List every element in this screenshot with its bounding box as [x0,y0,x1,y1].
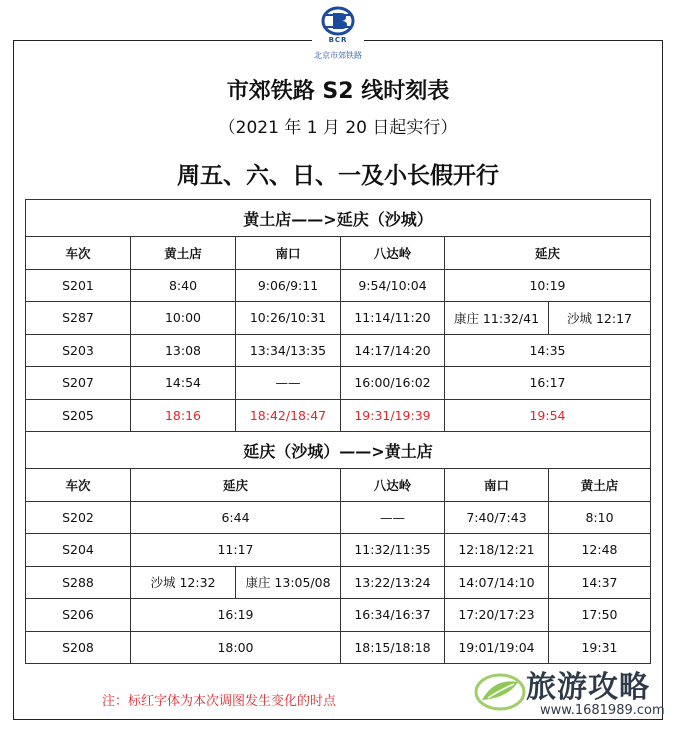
logo-org-name: 北京市郊铁路 [304,50,372,61]
time-cell: 10:26/10:31 [236,302,341,335]
time-cell: 13:34/13:35 [236,334,341,367]
operating-days: 周五、六、日、一及小长假开行 [177,163,499,189]
time-cell-changed: 18:42/18:47 [236,399,341,432]
time-cell: 19:01/19:04 [445,631,549,664]
time-cell: 12:18/12:21 [445,534,549,567]
col-header: 延庆 [131,469,341,502]
time-cell: 沙城 12:17 [549,302,651,335]
travel-leaf-icon [474,668,526,712]
train-number: S206 [26,599,131,632]
watermark-name: 旅游攻略 [526,670,650,705]
col-header: 车次 [26,469,131,502]
watermark [470,660,670,726]
train-number: S205 [26,399,131,432]
col-header: 延庆 [445,237,651,270]
col-header: 八达岭 [341,237,445,270]
time-cell: 康庄 13:05/08 [236,566,341,599]
col-header: 南口 [236,237,341,270]
table-row [26,302,651,335]
col-header: 黄土店 [131,237,236,270]
section-header [26,200,651,237]
time-cell: 14:17/14:20 [341,334,445,367]
time-cell: 7:40/7:43 [445,501,549,534]
page-subtitle: （2021 年 1 月 20 日起实行） [218,118,458,138]
time-cell: 14:54 [131,367,236,400]
time-cell: 9:06/9:11 [236,269,341,302]
time-cell: 14:07/14:10 [445,566,549,599]
time-cell: 8:10 [549,501,651,534]
time-cell: 19:31 [549,631,651,664]
time-cell: 18:15/18:18 [341,631,445,664]
time-cell: 13:08 [131,334,236,367]
time-cell: 16:00/16:02 [341,367,445,400]
time-cell: 12:48 [549,534,651,567]
table-row [26,367,651,400]
time-cell: 9:54/10:04 [341,269,445,302]
footnote: 注：标红字体为本次调图发生变化的时点 [102,694,337,709]
section-header [26,432,651,469]
watermark-url: www.1681989.com [540,703,665,718]
time-cell-changed: 18:16 [131,399,236,432]
logo-abbr: BCR [328,36,348,44]
time-cell: 11:32/11:35 [341,534,445,567]
time-cell: 14:37 [549,566,651,599]
table-row [26,501,651,534]
col-header: 南口 [445,469,549,502]
time-cell: 18:00 [131,631,341,664]
table-row-changed [26,399,651,432]
time-cell: 17:50 [549,599,651,632]
bcr-emblem-icon [321,6,355,36]
time-cell: 16:19 [131,599,341,632]
train-number: S288 [26,566,131,599]
col-header: 车次 [26,237,131,270]
time-cell: 13:22/13:24 [341,566,445,599]
time-cell: 沙城 12:32 [131,566,236,599]
train-number: S208 [26,631,131,664]
train-number: S287 [26,302,131,335]
train-number: S201 [26,269,131,302]
timetable [25,199,651,664]
bcr-logo [312,6,364,60]
train-number: S207 [26,367,131,400]
time-cell: —— [341,501,445,534]
time-cell: 14:35 [445,334,651,367]
time-cell: 11:17 [131,534,341,567]
column-header-row [26,237,651,270]
table-row [26,269,651,302]
table-row [26,599,651,632]
time-cell: 8:40 [131,269,236,302]
section-title-outbound: 黄土店——>延庆（沙城） [26,200,651,237]
time-cell-changed: 19:31/19:39 [341,399,445,432]
time-cell: 康庄 11:32/41 [445,302,549,335]
time-cell: 6:44 [131,501,341,534]
time-cell: 10:19 [445,269,651,302]
time-cell-changed: 19:54 [445,399,651,432]
table-row [26,566,651,599]
time-cell: 16:34/16:37 [341,599,445,632]
col-header: 八达岭 [341,469,445,502]
train-number: S203 [26,334,131,367]
table-row [26,334,651,367]
section-title-inbound: 延庆（沙城）——>黄土店 [26,432,651,469]
time-cell: 16:17 [445,367,651,400]
time-cell: —— [236,367,341,400]
table-row [26,631,651,664]
table-row [26,534,651,567]
time-cell: 10:00 [131,302,236,335]
column-header-row [26,469,651,502]
time-cell: 17:20/17:23 [445,599,549,632]
col-header: 黄土店 [549,469,651,502]
train-number: S202 [26,501,131,534]
time-cell: 11:14/11:20 [341,302,445,335]
page-title: 市郊铁路 S2 线时刻表 [226,79,450,104]
train-number: S204 [26,534,131,567]
